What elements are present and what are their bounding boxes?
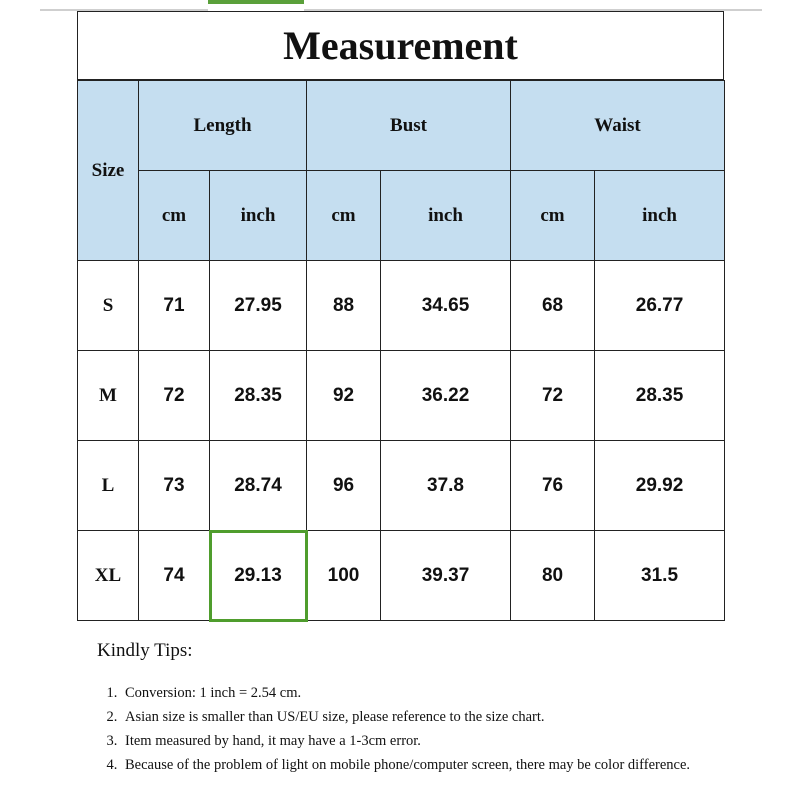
value-cell: 74 bbox=[139, 531, 210, 621]
value-cell: 39.37 bbox=[381, 531, 511, 621]
value-cell: 27.95 bbox=[210, 261, 307, 351]
header-row-groups bbox=[78, 81, 725, 171]
size-cell: L bbox=[78, 441, 139, 531]
page-title: Measurement bbox=[77, 11, 724, 80]
table-row bbox=[78, 351, 725, 441]
value-cell: 34.65 bbox=[381, 261, 511, 351]
tip-item: 2. Asian size is smaller than US/EU size, please reference to the size chart. bbox=[121, 705, 737, 729]
value-cell: 37.8 bbox=[381, 441, 511, 531]
tips-list bbox=[97, 681, 737, 777]
tips-title: Kindly Tips: bbox=[97, 640, 193, 661]
value-cell: 72 bbox=[139, 351, 210, 441]
value-cell: 68 bbox=[511, 261, 595, 351]
value-cell: 88 bbox=[307, 261, 381, 351]
unit-header: cm bbox=[139, 171, 210, 261]
value-cell: 29.92 bbox=[595, 441, 725, 531]
value-cell: 76 bbox=[511, 441, 595, 531]
value-cell: 31.5 bbox=[595, 531, 725, 621]
unit-header: cm bbox=[511, 171, 595, 261]
tips-section bbox=[97, 640, 737, 777]
measurement-table bbox=[77, 80, 725, 621]
value-cell: 80 bbox=[511, 531, 595, 621]
tip-item: 1. Conversion: 1 inch = 2.54 cm. bbox=[121, 681, 737, 705]
size-cell: S bbox=[78, 261, 139, 351]
waist-header: Waist bbox=[511, 81, 725, 171]
unit-header: inch bbox=[595, 171, 725, 261]
bust-header: Bust bbox=[307, 81, 511, 171]
length-header: Length bbox=[139, 81, 307, 171]
value-cell: 28.35 bbox=[210, 351, 307, 441]
size-header: Size bbox=[78, 81, 139, 261]
value-cell: 26.77 bbox=[595, 261, 725, 351]
value-cell: 73 bbox=[139, 441, 210, 531]
table-row bbox=[78, 531, 725, 621]
value-cell: 72 bbox=[511, 351, 595, 441]
highlighted-value-cell: 29.13 bbox=[210, 531, 307, 621]
value-cell: 71 bbox=[139, 261, 210, 351]
unit-header: inch bbox=[381, 171, 511, 261]
size-cell: M bbox=[78, 351, 139, 441]
unit-header: cm bbox=[307, 171, 381, 261]
value-cell: 28.74 bbox=[210, 441, 307, 531]
unit-header: inch bbox=[210, 171, 307, 261]
table-row bbox=[78, 261, 725, 351]
size-cell: XL bbox=[78, 531, 139, 621]
value-cell: 96 bbox=[307, 441, 381, 531]
table-row bbox=[78, 441, 725, 531]
tip-item: 3. Item measured by hand, it may have a 1-3cm error. bbox=[121, 729, 737, 753]
value-cell: 100 bbox=[307, 531, 381, 621]
tip-item: 4. Because of the problem of light on mobile phone/computer screen, there may be color difference. bbox=[121, 753, 737, 777]
header-row-units bbox=[78, 171, 725, 261]
value-cell: 92 bbox=[307, 351, 381, 441]
value-cell: 36.22 bbox=[381, 351, 511, 441]
accent-bar bbox=[208, 0, 304, 4]
value-cell: 28.35 bbox=[595, 351, 725, 441]
